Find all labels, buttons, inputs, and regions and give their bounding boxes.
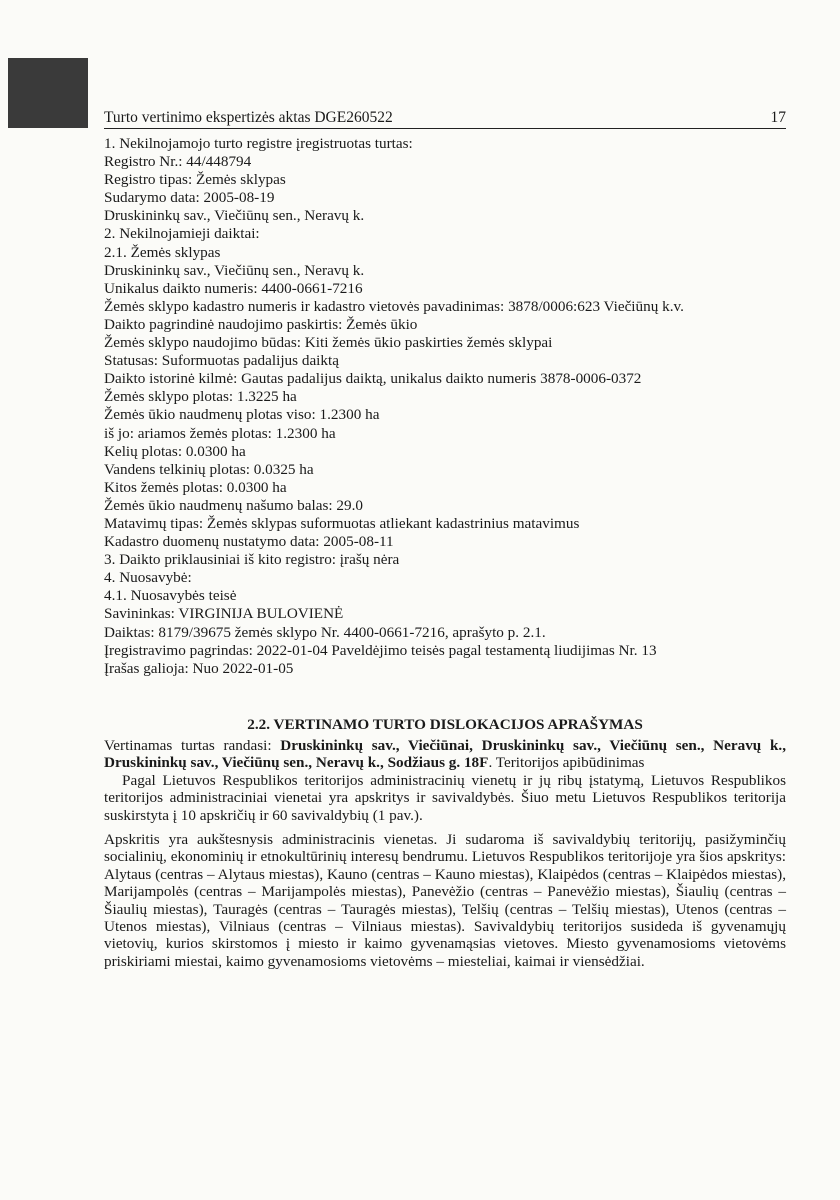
registry-line: Daiktas: 8179/39675 žemės sklypo Nr. 4400-0661-7216, aprašyto p. 2.1. — [104, 623, 546, 641]
registry-line: Druskininkų sav., Viečiūnų sen., Neravų k. — [104, 261, 365, 279]
registry-line: Registro Nr.: 44/448794 — [104, 153, 252, 171]
registry-line: 2. Nekilnojamieji daiktai: — [104, 225, 260, 243]
registry-line: 1. Nekilnojamojo turto registre įregistruotas turtas: — [104, 135, 413, 152]
location-prefix: Vertinamas turtas randasi: — [104, 737, 281, 754]
registry-line: Žemės sklypo naudojimo būdas: Kiti žemės ūkio paskirties žemės sklypai — [104, 334, 553, 352]
location-suffix: . Teritorijos apibūdinimas — [488, 754, 645, 772]
registry-line: Žemės ūkio naudmenų plotas viso: 1.2300 ha — [104, 406, 380, 424]
registry-line: Žemės sklypo plotas: 1.3225 ha — [104, 388, 297, 406]
scan-corner-mark — [8, 58, 88, 128]
page-number: 17 — [770, 109, 786, 126]
registry-line: Kelių plotas: 0.0300 ha — [104, 442, 246, 460]
registry-line: Žemės sklypo kadastro numeris ir kadastro vietovės pavadinimas: 3878/0006:623 Viečiūnų k.v. — [104, 297, 684, 315]
registry-line: Žemės ūkio naudmenų našumo balas: 29.0 — [104, 496, 363, 514]
registry-line: Unikalus daikto numeris: 4400-0661-7216 — [104, 279, 363, 297]
registry-line: Statusas: Suformuotas padalijus daiktą — [104, 352, 339, 370]
document-title: Turto vertinimo ekspertizės aktas DGE260522 — [104, 109, 393, 126]
location-paragraph — [104, 737, 786, 772]
registry-line: Kitos žemės plotas: 0.0300 ha — [104, 478, 287, 496]
registry-line: Matavimų tipas: Žemės sklypas suformuotas atliekant kadastrinius matavimus — [104, 514, 580, 532]
admin-units-paragraph: Pagal Lietuvos Respublikos teritorijos administracinių vienetų ir jų ribų įstatymą, Lietuvos Respublikos teritorijos administraciniai vienetai yra apskritys ir savivaldybės. Šiuo metu Lietuvos Respublikos teritorija suskirstyta į 10 apskričių ir 60 savivaldybių (1 pav.). — [104, 772, 786, 824]
registry-line: Įrašas galioja: Nuo 2022-01-05 — [104, 659, 294, 677]
registry-line: Registro tipas: Žemės sklypas — [104, 171, 286, 189]
registry-line: Savininkas: VIRGINIJA BULOVIENĖ — [104, 605, 344, 623]
location-address: Druskininkų sav., Viečiūnai, Druskininkų sav., Viečiūnų sen., Neravų k., Druskininkų sav., Viečiūnų sen., Neravų k., Sodžiaus g. 18F — [104, 737, 786, 772]
registry-line: 4.1. Nuosavybės teisė — [104, 587, 237, 605]
registry-line: 4. Nuosavybė: — [104, 569, 192, 587]
registry-line: Daikto istorinė kilmė: Gautas padalijus daiktą, unikalus daikto numeris 3878-0006-0372 — [104, 370, 642, 388]
registry-line: Įregistravimo pagrindas: 2022-01-04 Paveldėjimo teisės pagal testamentą liudijimas Nr. 13 — [104, 641, 657, 659]
counties-paragraph: Apskritis yra aukštesnysis administracinis vienetas. Ji sudaroma iš savivaldybių teritorijų, pasižyminčių socialinių, ekonominių ir etnokultūrinių interesų bendrumu. Lietuvos Respublikos teritorijoje yra šios apskritys: Alytaus (centras – Alytaus miestas), Kauno (centras – Kauno miestas), Klaipėdos (centras – Klaipėdos miestas), Marijampolės (centras – Marijampolės miestas), Panevėžio (centras – Panevėžio miestas), Šiaulių (centras – Šiaulių miestas), Tauragės (centras – Tauragės miestas), Telšių (centras – Telšių miestas), Utenos (centras – Utenos miestas), Vilniaus (centras – Vilniaus miestas). Savivaldybių teritorijos susideda iš gyvenamųjų vietovių, kurios skirstomos į miesto ir kaimo gyvenamąsias vietoves. Miesto gyvenamosioms vietovėms priskiriami miestai, kaimo gyvenamosioms vietovėms – miesteliai, kaimai ir viensėdžiai. — [104, 831, 786, 970]
registry-line: Druskininkų sav., Viečiūnų sen., Neravų k. — [104, 207, 365, 225]
registry-line: Sudarymo data: 2005-08-19 — [104, 189, 275, 207]
registry-line: 3. Daikto priklausiniai iš kito registro: įrašų nėra — [104, 551, 400, 569]
registry-line: 2.1. Žemės sklypas — [104, 243, 221, 261]
registry-line: Daikto pagrindinė naudojimo paskirtis: Žemės ūkio — [104, 315, 418, 333]
registry-line: iš jo: ariamos žemės plotas: 1.2300 ha — [104, 424, 336, 442]
registry-data-list — [104, 135, 794, 678]
section-title: 2.2. VERTINAMO TURTO DISLOKACIJOS APRAŠYMAS — [247, 716, 643, 733]
registry-line: Kadastro duomenų nustatymo data: 2005-08-11 — [104, 533, 394, 551]
page-header — [104, 108, 786, 129]
registry-line: Vandens telkinių plotas: 0.0325 ha — [104, 460, 314, 478]
